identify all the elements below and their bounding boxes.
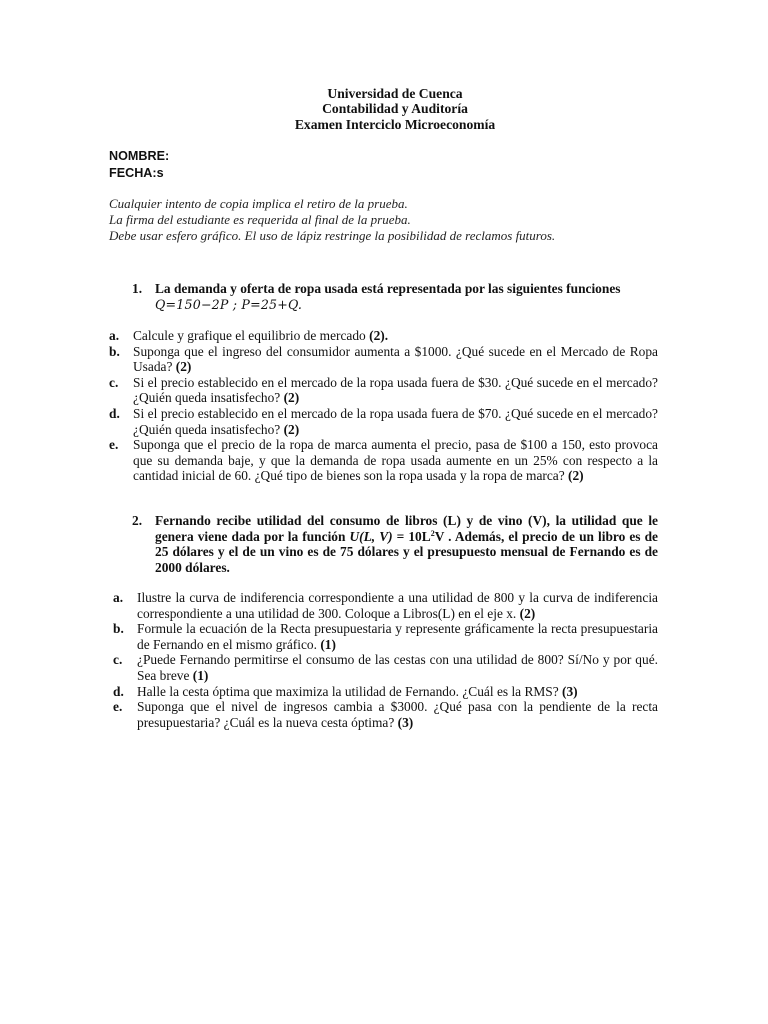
question-2-items [109, 590, 658, 730]
rule-pen: Debe usar esfero gráfico. El uso de lápiz restringe la posibilidad de reclamos futuros. [109, 228, 556, 244]
item-text: ¿Puede Fernando permitirse el consumo de las cestas con una utilidad de 800? Sí/No y por qué. Sea breve [137, 652, 658, 683]
utility-equals: = 10L [392, 528, 431, 544]
item-label: e. [113, 699, 123, 715]
student-fields [109, 148, 169, 182]
item-points: (2) [283, 421, 300, 437]
item-label: b. [109, 343, 120, 359]
item-points: (2) [568, 468, 584, 484]
question-text [155, 513, 658, 575]
item-points: (2) [519, 605, 536, 621]
item-label: b. [113, 621, 124, 637]
item-points: (3) [397, 714, 414, 730]
item-text: Halle la cesta óptima que maximiza la utilidad de Fernando. ¿Cuál es la RMS? [137, 683, 563, 699]
exam-title: Examen Interciclo Microeconomía [294, 116, 496, 132]
item-points: (3) [562, 683, 578, 699]
question-statement: La demanda y oferta de ropa usada está representada por las siguientes funciones [155, 281, 621, 296]
item-text: Formule la ecuación de la Recta presupuestaria y represente gráficamente la recta presupuestaria de Fernando en el mismo gráfico. [137, 621, 658, 652]
list-item [109, 344, 658, 375]
question-number: 1. [132, 281, 143, 296]
list-item [109, 406, 658, 437]
exam-rules [109, 196, 555, 245]
item-points: (1) [192, 667, 209, 683]
question-1-items [109, 328, 658, 484]
item-points: (2) [283, 390, 300, 406]
list-item [109, 328, 658, 344]
item-label: c. [109, 374, 119, 390]
item-text: Suponga que el precio de la ropa de marca aumenta el precio, pasa de $100 a 150, esto provoca que su demanda baje, y que la demanda de ropa usada aumente en un 25% con respecto a la cantidad inicial de 60. ¿Qué tipo de bienes son la ropa usada y la ropa de marca? [133, 437, 658, 484]
question-number: 2. [132, 513, 143, 528]
list-item [109, 621, 658, 652]
date-label: FECHA:s [109, 166, 164, 180]
list-item [109, 684, 658, 700]
name-label: NOMBRE: [109, 149, 170, 163]
list-item [109, 590, 658, 621]
item-label: d. [113, 683, 124, 699]
item-label: c. [113, 652, 123, 668]
item-text: Calcule y grafique el equilibrio de mercado [133, 328, 370, 343]
utility-function: U(L, V) [349, 528, 393, 544]
item-text: Suponga que el nivel de ingresos cambia a $3000. ¿Qué pasa con la pendiente de la recta presupuestaria? ¿Cuál es la nueva cesta óptima? [137, 699, 658, 730]
item-text: Ilustre la curva de indiferencia correspondiente a una utilidad de 800 y la curva de indiferencia correspondiente a una utilidad de 300. Coloque a Libros(L) en el eje x. [137, 590, 658, 621]
department-name: Contabilidad y Auditoría [322, 101, 468, 117]
question-statement-rest: V . Además, el precio de un libro es de 25 dólares y el de un vino es de 75 dólares y el presupuesto mensual de Fernando es de 2000 dólares. [155, 528, 658, 575]
question-statement: Fernando recibe utilidad del consumo de libros (L) y de vino (V), la utilidad que le genera viene dada por la función [155, 513, 658, 544]
item-points: (2). [369, 328, 389, 343]
question-text [155, 281, 658, 312]
item-label: e. [109, 437, 119, 453]
exam-header [0, 86, 768, 132]
list-item [109, 375, 658, 406]
rule-copy: Cualquier intento de copia implica el retiro de la prueba. [109, 196, 408, 211]
item-label: a. [113, 590, 124, 605]
list-item [109, 699, 658, 730]
utility-exponent: 2 [430, 528, 435, 538]
item-label: d. [109, 405, 120, 421]
list-item [109, 652, 658, 683]
university-name: Universidad de Cuenca [327, 86, 463, 101]
rule-signature: La firma del estudiante es requerida al final de la prueba. [109, 212, 411, 228]
item-label: a. [109, 328, 120, 343]
item-text: Si el precio establecido en el mercado de la ropa usada fuera de $70. ¿Qué sucede en el mercado? ¿Quién queda insatisfecho? [133, 405, 658, 437]
list-item [109, 437, 658, 484]
item-points: (2) [175, 359, 192, 375]
item-text: Si el precio establecido en el mercado de la ropa usada fuera de $30. ¿Qué sucede en el mercado? ¿Quién queda insatisfecho? [133, 374, 658, 406]
item-points: (1) [320, 636, 336, 652]
item-text: Suponga que el ingreso del consumidor aumenta a $1000. ¿Qué sucede en el Mercado de Ropa Usada? [133, 343, 658, 375]
supply-demand-formula: Q=150−2P ; P=25+Q. [155, 296, 303, 312]
